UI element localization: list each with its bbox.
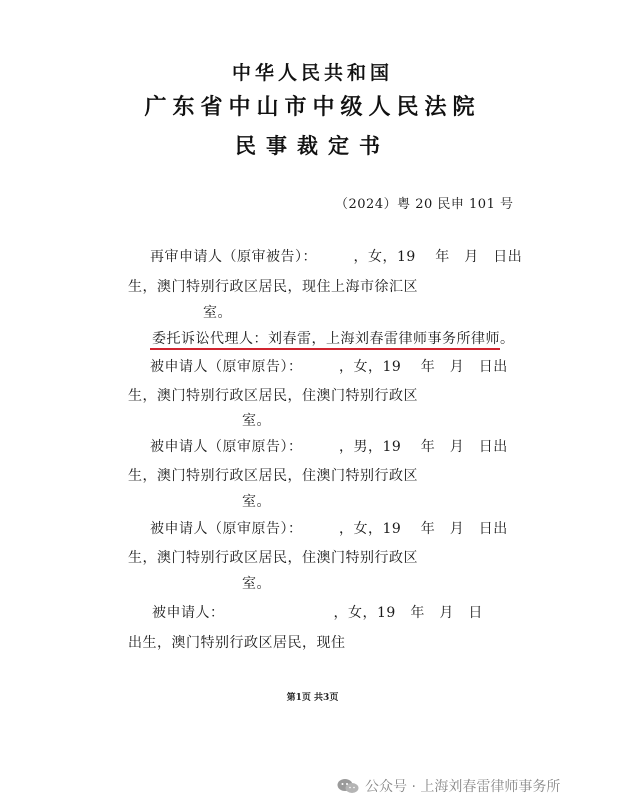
watermark [337,776,560,796]
page-footer: 第1页 共3页 [286,693,339,703]
respondent3-line-2: 生，澳门特别行政区居民，住澳门特别行政区 [128,550,418,566]
applicant-line-2: 生，澳门特别行政区居民，现住上海市徐汇区 [128,279,418,295]
respondent1-line-3: 室。 [242,413,271,429]
respondent2-line-3: 室。 [242,494,271,510]
country-heading: 中华人民共和国 [231,62,393,84]
case-number: （2024）粤 20 民申 101 号 [335,197,514,212]
agent-line: 委托诉讼代理人：刘春雷，上海刘春雷律师事务所律师。 [152,331,515,347]
court-heading: 广东省中山市中级人民法院 [144,94,481,120]
respondent4-line-1: 被申请人： ，女，19 年 月 日 [152,605,483,621]
applicant-line-1: 再审申请人（原审被告）： ，女，19 年 月 日出 [150,249,523,265]
agent-red-underline [150,348,500,350]
respondent4-line-2: 出生，澳门特别行政区居民，现住 [128,635,346,651]
respondent1-line-1: 被申请人（原审原告）： ，女，19 年 月 日出 [150,359,508,375]
document-type-heading: 民事裁定书 [235,133,390,158]
applicant-line-3: 室。 [203,305,232,321]
watermark-text: 公众号 · 上海刘春雷律师事务所 [365,779,561,795]
respondent1-line-2: 生，澳门特别行政区居民，住澳门特别行政区 [128,388,418,404]
respondent2-line-2: 生，澳门特别行政区居民，住澳门特别行政区 [128,468,418,484]
respondent3-line-1: 被申请人（原审原告）： ，女，19 年 月 日出 [150,521,508,537]
wechat-icon [337,778,359,794]
respondent2-line-1: 被申请人（原审原告）： ，男，19 年 月 日出 [150,439,508,455]
respondent3-line-3: 室。 [242,576,271,592]
